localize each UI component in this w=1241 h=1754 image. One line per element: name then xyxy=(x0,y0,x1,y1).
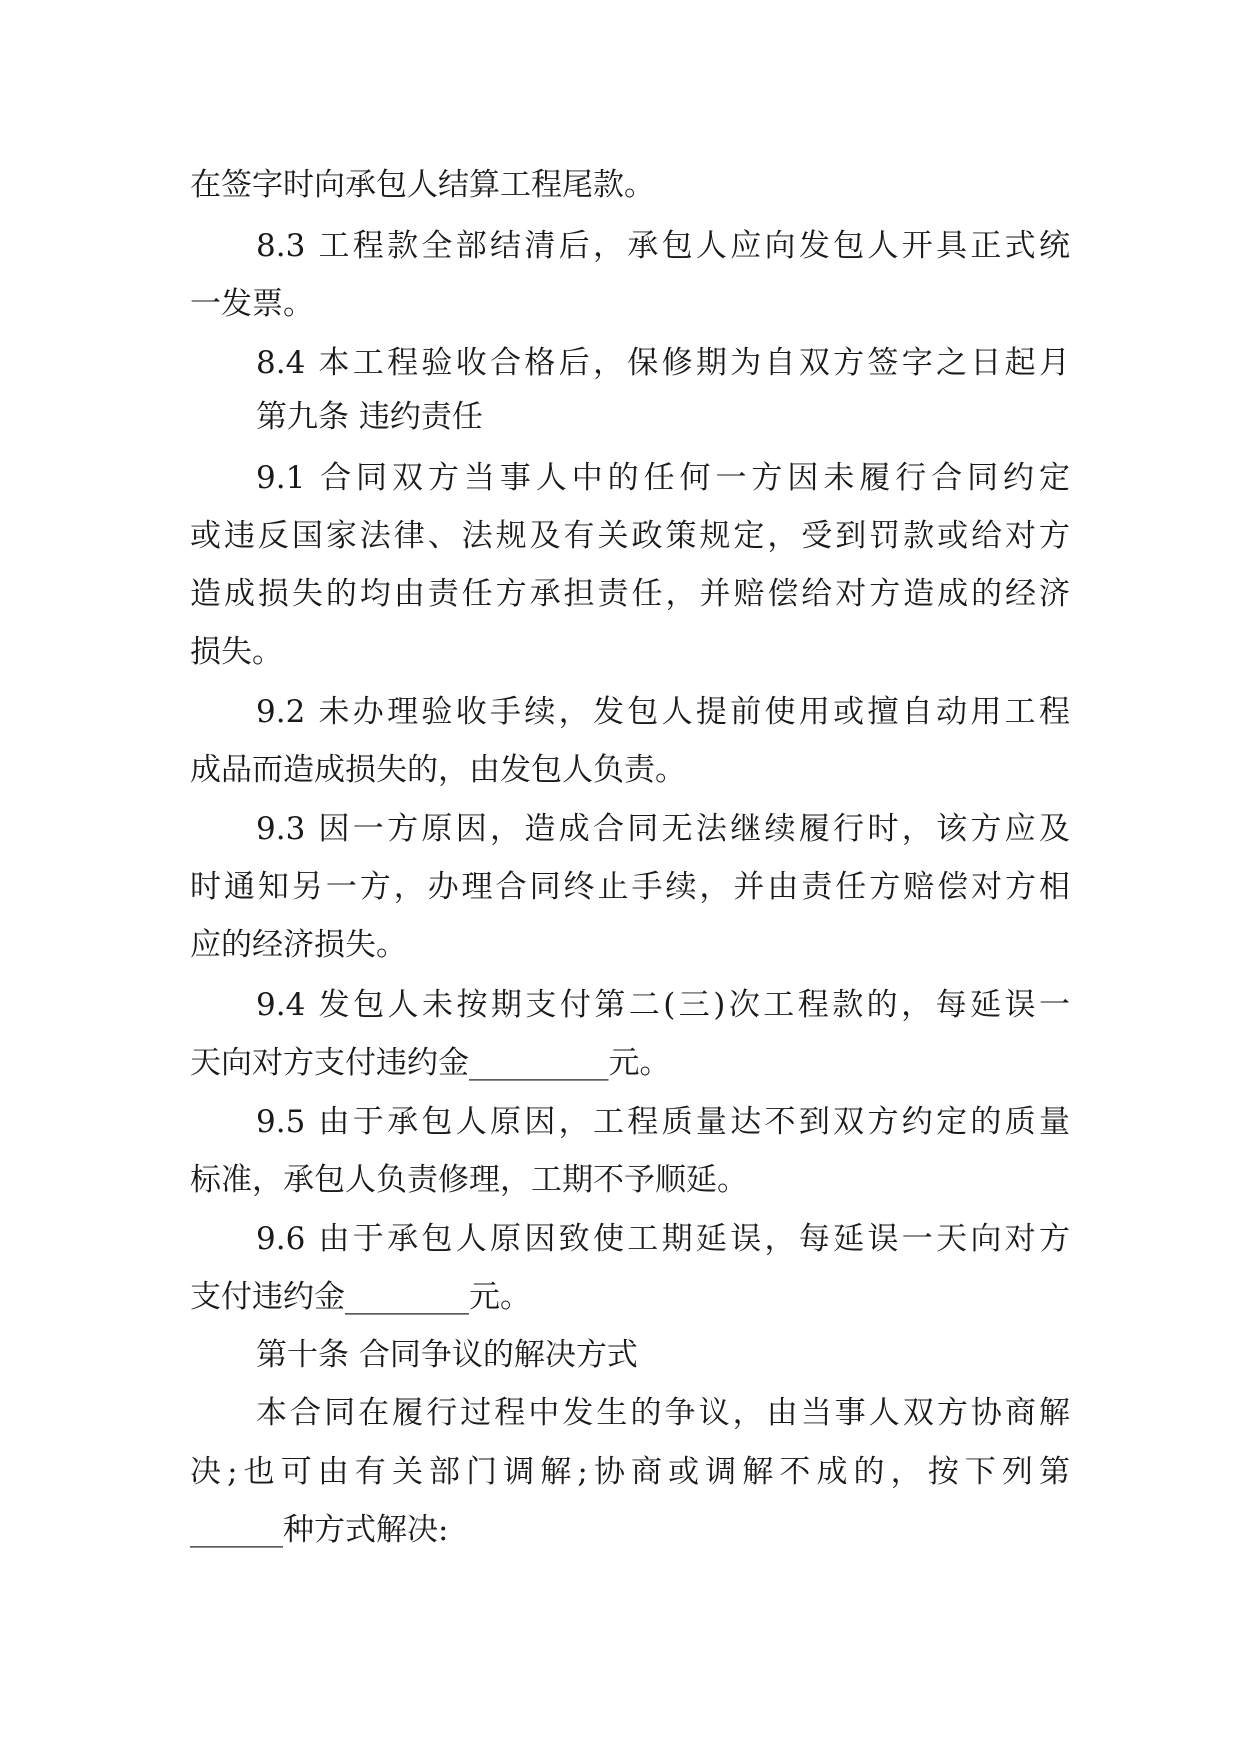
text-line: 天向对方支付违约金_________元。 xyxy=(190,1045,671,1081)
text-line: 应的经济损失。 xyxy=(190,927,407,963)
text-line: 造成损失的均由责任方承担责任，并赔偿给对方造成的经济 xyxy=(190,576,1070,612)
text-line: 本合同在履行过程中发生的争议，由当事人双方协商解 xyxy=(256,1395,1070,1431)
text-line: 9.2 未办理验收手续，发包人提前使用或擅自动用工程 xyxy=(256,694,1070,730)
text-line: 9.1 合同双方当事人中的任何一方因未履行合同约定 xyxy=(256,460,1070,496)
text-line: 损失。 xyxy=(190,634,283,670)
text-line: 或违反国家法律、法规及有关政策规定，受到罚款或给对方 xyxy=(190,518,1070,554)
text-line: 8.4 本工程验收合格后，保修期为自双方签字之日起月 xyxy=(256,345,1070,381)
text-line: 8.3 工程款全部结清后，承包人应向发包人开具正式统 xyxy=(256,228,1070,264)
text-line: 在签字时向承包人结算工程尾款。 xyxy=(190,167,655,203)
text-line: 9.5 由于承包人原因，工程质量达不到双方约定的质量 xyxy=(256,1104,1070,1140)
text-line: 标准，承包人负责修理，工期不予顺延。 xyxy=(190,1162,748,1198)
text-line: 9.4 发包人未按期支付第二(三)次工程款的，每延误一 xyxy=(256,987,1070,1023)
text-line: ______种方式解决: xyxy=(190,1512,449,1548)
text-line: 时通知另一方，办理合同终止手续，并由责任方赔偿对方相 xyxy=(190,869,1070,905)
text-line: 决;也可由有关部门调解;协商或调解不成的，按下列第 xyxy=(190,1454,1070,1490)
text-line: 9.6 由于承包人原因致使工期延误，每延误一天向对方 xyxy=(256,1221,1070,1257)
section-heading: 第十条 合同争议的解决方式 xyxy=(256,1337,638,1373)
text-line: 一发票。 xyxy=(190,286,314,322)
section-heading: 第九条 违约责任 xyxy=(256,399,483,435)
text-line: 支付违约金________元。 xyxy=(190,1279,531,1315)
text-line: 9.3 因一方原因，造成合同无法继续履行时，该方应及 xyxy=(256,811,1070,847)
text-line: 成品而造成损失的，由发包人负责。 xyxy=(190,752,686,788)
